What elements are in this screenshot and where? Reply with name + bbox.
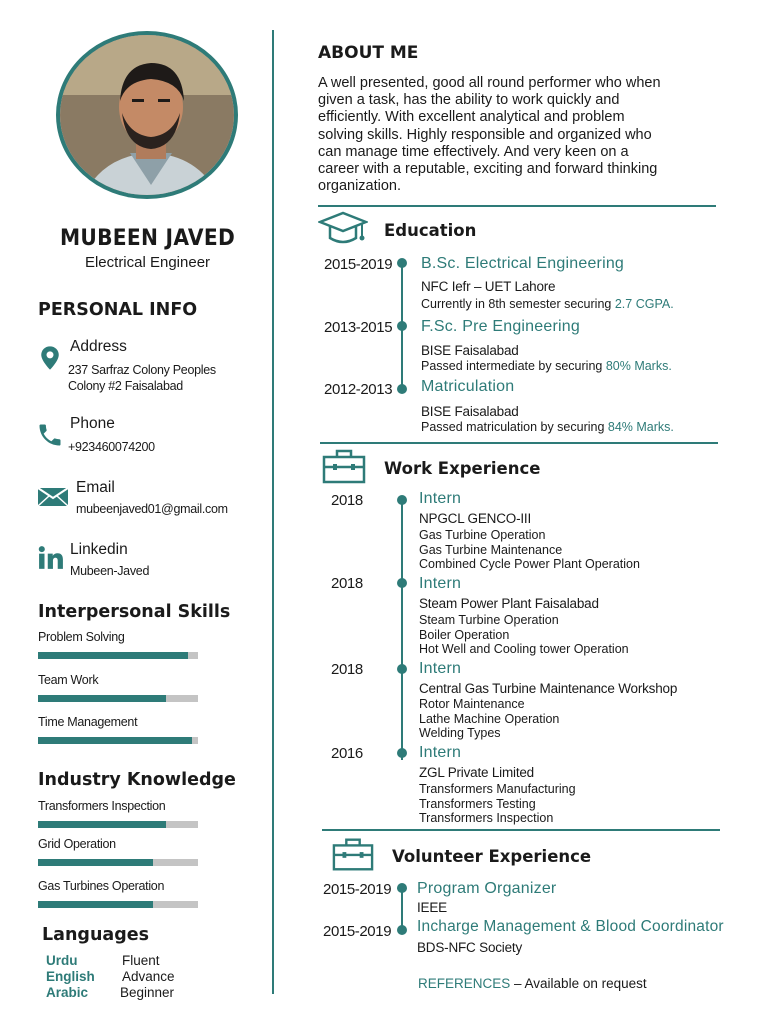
skill-bar-fill xyxy=(38,901,153,908)
volunteer-years: 2015-2019 xyxy=(323,923,392,940)
candidate-name: MUBEEN JAVED xyxy=(59,226,236,251)
work-role: Intern xyxy=(419,660,462,677)
about-line: career with a reputable, exciting and forward thinking xyxy=(318,161,658,178)
skill-label: Grid Operation xyxy=(38,837,116,851)
education-years: 2013-2015 xyxy=(324,319,393,336)
about-me-title: ABOUT ME xyxy=(318,43,419,63)
section-divider xyxy=(318,205,716,207)
skill-bar-fill xyxy=(38,737,192,744)
interpersonal-skills-title: Interpersonal Skills xyxy=(38,602,231,622)
phone-value[interactable]: +923460074200 xyxy=(68,440,155,454)
work-experience-title: Work Experience xyxy=(384,459,541,478)
phone-label: Phone xyxy=(70,415,115,432)
timeline-dot xyxy=(397,664,407,674)
section-divider xyxy=(322,829,720,831)
education-title: Education xyxy=(384,221,477,240)
work-year: 2016 xyxy=(331,745,363,762)
timeline-dot xyxy=(397,495,407,505)
education-highlight: 2.7 CGPA. xyxy=(614,297,674,311)
education-note xyxy=(421,420,674,434)
skill-row xyxy=(38,799,200,813)
email-value[interactable]: mubeenjaved01@gmail.com xyxy=(76,502,228,516)
work-org: NPGCL GENCO-III xyxy=(419,511,532,526)
language-name: Urdu xyxy=(46,953,78,968)
skill-bar xyxy=(38,821,198,828)
volunteer-org: IEEE xyxy=(417,900,447,915)
work-org: Central Gas Turbine Maintenance Workshop xyxy=(419,681,678,696)
timeline-dot xyxy=(397,883,407,893)
right-column xyxy=(300,0,740,1024)
education-highlight: 80% Marks. xyxy=(605,359,672,373)
education-highlight: 84% Marks. xyxy=(607,420,674,434)
timeline-dot xyxy=(397,384,407,394)
linkedin-block xyxy=(36,541,266,581)
work-duty: Gas Turbine Operation xyxy=(419,528,546,542)
volunteer-role: Program Organizer xyxy=(417,880,557,897)
timeline-dot xyxy=(397,925,407,935)
phone-block xyxy=(36,415,266,455)
timeline-dot xyxy=(397,578,407,588)
skill-row xyxy=(38,837,200,851)
skill-bar-fill xyxy=(38,652,188,659)
industry-knowledge-title: Industry Knowledge xyxy=(38,770,236,790)
skill-bar-fill xyxy=(38,695,166,702)
education-note-text: Currently in 8th semester securing xyxy=(421,297,615,311)
education-note xyxy=(421,297,674,311)
skill-row xyxy=(38,879,200,893)
about-me-text xyxy=(318,75,728,195)
work-duty: Hot Well and Cooling tower Operation xyxy=(419,642,629,656)
skill-row xyxy=(38,715,200,729)
email-icon xyxy=(38,485,68,509)
about-line: given a task, has the ability to work quickly and xyxy=(318,92,620,109)
work-role: Intern xyxy=(419,744,462,761)
about-line: efficiently. With excellent analytical and problem xyxy=(318,109,625,126)
work-org: ZGL Private Limited xyxy=(419,765,534,780)
skill-bar-fill xyxy=(38,821,166,828)
section-divider xyxy=(320,442,718,444)
left-column xyxy=(0,0,270,1024)
skill-bar xyxy=(38,901,198,908)
skill-bar xyxy=(38,652,198,659)
skill-label: Gas Turbines Operation xyxy=(38,879,165,893)
work-duty: Transformers Inspection xyxy=(419,811,554,825)
linkedin-value[interactable]: Mubeen-Javed xyxy=(70,564,150,578)
work-duty: Lathe Machine Operation xyxy=(419,712,560,726)
work-duty: Gas Turbine Maintenance xyxy=(419,543,563,557)
references-text: – Available on request xyxy=(510,976,647,991)
references-label: REFERENCES xyxy=(418,976,511,991)
email-label: Email xyxy=(76,479,115,496)
address-block xyxy=(36,338,266,398)
timeline-dot xyxy=(397,321,407,331)
about-line: solving skills. Highly responsible and organized who xyxy=(318,126,652,143)
work-year: 2018 xyxy=(331,575,363,592)
work-year: 2018 xyxy=(331,492,363,509)
address-line-1: 237 Sarfraz Colony Peoples xyxy=(68,363,216,377)
email-block xyxy=(36,479,266,519)
education-degree: Matriculation xyxy=(421,378,515,395)
briefcase-icon xyxy=(322,448,366,484)
profile-photo xyxy=(56,31,238,199)
skill-label: Transformers Inspection xyxy=(38,799,166,813)
address-line-2: Colony #2 Faisalabad xyxy=(68,379,183,393)
work-duty: Boiler Operation xyxy=(419,628,510,642)
volunteer-experience-title: Volunteer Experience xyxy=(392,847,592,866)
about-line: can manage time effectively. And very keen on a xyxy=(318,143,629,160)
education-note xyxy=(421,359,672,373)
education-degree: F.Sc. Pre Engineering xyxy=(421,318,580,335)
timeline-dot xyxy=(397,258,407,268)
work-timeline-line xyxy=(401,502,403,760)
skill-bar-fill xyxy=(38,859,153,866)
candidate-role: Electrical Engineer xyxy=(84,254,211,271)
education-note-text: Passed matriculation by securing xyxy=(421,420,608,434)
about-line: organization. xyxy=(318,178,402,195)
education-degree: B.Sc. Electrical Engineering xyxy=(421,255,625,272)
skill-bar xyxy=(38,859,198,866)
linkedin-label: Linkedin xyxy=(70,541,128,558)
about-line: A well presented, good all round performer who when xyxy=(318,75,661,91)
skill-row xyxy=(38,630,200,644)
volunteer-role: Incharge Management & Blood Coordinator xyxy=(417,918,724,935)
language-level: Beginner xyxy=(120,985,175,1000)
skill-row xyxy=(38,673,200,687)
language-level: Fluent xyxy=(122,953,160,968)
briefcase-icon xyxy=(332,836,374,872)
education-note-text: Passed intermediate by securing xyxy=(421,359,606,373)
timeline-dot xyxy=(397,748,407,758)
work-duty: Rotor Maintenance xyxy=(419,697,525,711)
graduation-cap-icon xyxy=(318,210,368,250)
education-years: 2015-2019 xyxy=(324,256,393,273)
language-level: Advance xyxy=(122,969,175,984)
work-role: Intern xyxy=(419,490,462,507)
personal-info-title: PERSONAL INFO xyxy=(38,300,198,320)
work-role: Intern xyxy=(419,575,462,592)
work-year: 2018 xyxy=(331,661,363,678)
work-duty: Transformers Manufacturing xyxy=(419,782,576,796)
skill-label: Time Management xyxy=(38,715,138,729)
phone-icon xyxy=(36,421,64,449)
skill-bar xyxy=(38,695,198,702)
skill-label: Team Work xyxy=(38,673,99,687)
work-org: Steam Power Plant Faisalabad xyxy=(419,596,599,611)
work-duty: Transformers Testing xyxy=(419,797,536,811)
education-school: BISE Faisalabad xyxy=(421,404,519,419)
skill-bar xyxy=(38,737,198,744)
volunteer-org: BDS-NFC Society xyxy=(417,940,523,955)
work-duty: Combined Cycle Power Plant Operation xyxy=(419,557,640,571)
work-duty: Steam Turbine Operation xyxy=(419,613,559,627)
volunteer-timeline-line xyxy=(401,888,403,930)
language-name: English xyxy=(46,969,95,984)
languages-title: Languages xyxy=(42,925,150,945)
column-divider xyxy=(272,30,274,994)
references-note xyxy=(418,976,647,991)
volunteer-years: 2015-2019 xyxy=(323,881,392,898)
map-pin-icon xyxy=(36,344,64,372)
education-school: NFC Iefr – UET Lahore xyxy=(421,279,556,294)
work-duty: Welding Types xyxy=(419,726,501,740)
linkedin-icon xyxy=(38,545,64,571)
education-school: BISE Faisalabad xyxy=(421,343,519,358)
language-name: Arabic xyxy=(46,985,89,1000)
address-label: Address xyxy=(70,338,127,355)
skill-label: Problem Solving xyxy=(38,630,125,644)
education-years: 2012-2013 xyxy=(324,381,393,398)
